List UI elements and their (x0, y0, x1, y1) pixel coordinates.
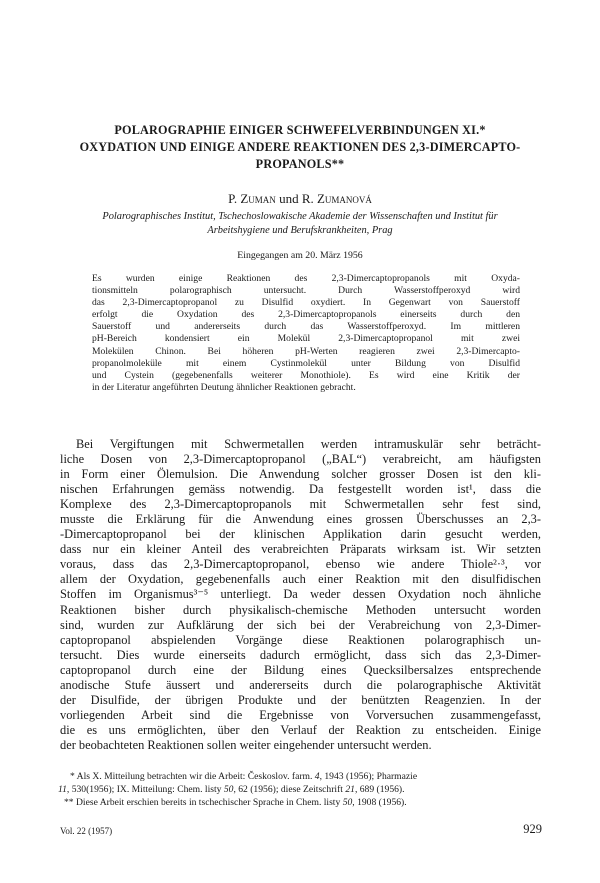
abstract-line: pH-Bereich kondensiert ein Molekül 2,3-Dimercaptopropanol mit zwei (92, 333, 520, 345)
abstract-line: Sauerstoff und andererseits durch das Wasserstoffperoxyd. Im mittleren (92, 321, 520, 333)
footnote-1-text: * Als X. Mitteilung betrachten wir die Arbeit: Českoslov. farm. (70, 771, 315, 782)
body-line: vorliegenden Arbeit sind die Ergebnisse von Vorversuchen zusammengefasst, (60, 707, 541, 722)
affiliation-line-1: Polarographisches Institut, Tschechoslowakische Akademie der Wissenschaften und Institut für (102, 211, 498, 222)
footnote-1 (58, 770, 543, 783)
author-2-name: Zumanová (316, 191, 372, 206)
body-line: in Form einer Ölemulsion. Die Anwendung solcher grosser Dosen ist den kli- (60, 467, 541, 482)
footnote-1-volume: 11 (58, 784, 67, 795)
footnote-2-text: ** Diese Arbeit erschien bereits in tschechischer Sprache in Chem. listy (64, 797, 343, 808)
footnote-1-cont (58, 783, 543, 796)
footnote-1-volume: 4 (314, 771, 320, 782)
body-line: captopropanol abspielenden Vorgänge diese Reaktionen polarographisch un- (60, 632, 541, 647)
footnote-1-text: , 530(1956); IX. Mitteilung: Chem. listy (66, 784, 224, 795)
footnote-2 (58, 796, 543, 809)
author-1-initial: P. (228, 191, 241, 206)
affiliation (44, 210, 556, 238)
body-line: Stoffen im Organismus³⁻⁵ unterliegt. Da weder dessen Oxydation noch ähnliche (60, 587, 541, 602)
abstract-line: Es wurden einige Reaktionen des 2,3-Dimercaptopropanols mit Oxyda- (92, 273, 520, 284)
footnote-1-volume: 21 (345, 784, 355, 795)
article-title (60, 122, 540, 173)
body-line: tersucht. Dies wurde einerseits dadurch ermöglicht, dass sich das 2,3-Dimer- (60, 647, 541, 662)
body-line: captopropanol durch eine der Bildung eines Quecksilbersalzes entsprechende (60, 662, 541, 677)
abstract-line: erfolgt die Oxydation des 2,3-Dimercaptopropanols einerseits durch den (92, 309, 520, 321)
body-line: liche Dosen von 2,3-Dimercaptopropanol („BAL“) verabreicht, am häufigsten (60, 452, 541, 467)
body-line: nischen Erfahrungen gemäss notwendig. Da festgestellt worden ist¹, dass die (60, 482, 541, 497)
body-line: musste die Erklärung für die Anwendung eines grossen Überschusses an 2,3- (60, 512, 541, 527)
body-line: die es uns ermöglichten, über den Verlauf der Reaktion zu entscheiden. Einige (60, 722, 541, 737)
footnote-1-volume: 50 (223, 784, 234, 795)
abstract-line: Molekülen Chinon. Bei höheren pH-Werten reagieren zwei 2,3-Dimercapto- (92, 345, 520, 357)
journal-volume: Vol. 22 (1957) (60, 826, 113, 836)
received-date: Eingegangen am 20. März 1956 (237, 250, 363, 261)
title-line-2: OXYDATION UND EINIGE ANDERE REAKTIONEN DES 2,3-DIMERCAPTO- (79, 140, 521, 154)
body-line: allem der Oxydation, gegebenenfalls auch einer Reaktion mit den disulfidischen (60, 572, 541, 587)
body-line: der Disulfide, der übrigen Produkte und der benützten Reagenzien. In der (60, 692, 541, 707)
author-connector: und (275, 191, 302, 206)
author-2-initial: R. (301, 191, 317, 206)
body-line: Bei Vergiftungen mit Schwermetallen werden intramuskulär sehr beträcht- (76, 437, 541, 451)
body-line: anodische Stufe äussert und andererseits durch die polarographische Aktivität (60, 677, 541, 692)
body-line: der beobachteten Reaktionen sollen weiter eingehender untersucht werden. (60, 737, 432, 752)
body-line: -Dimercaptopropanol bei der klinischen Applikation darin gesucht werden, (60, 527, 541, 542)
body-line: Komplexe des 2,3-Dimercaptopropanols mit Schwermetallen sehr fest sind, (60, 497, 541, 512)
body-line: sind, wurden zur Aufklärung der sich bei der Verabreichung von 2,3-Dimer- (60, 617, 541, 632)
page-number: 929 (523, 822, 542, 836)
body-line: Reaktionen bisher durch physikalisch-chemische Methoden untersucht worden (60, 602, 541, 617)
body-line: voraus, dass das 2,3-Dimercaptopropanol, ebenso wie andere Thiole²·³, vor (60, 557, 541, 572)
footnote-2-text: , 1908 (1956). (352, 797, 407, 808)
abstract-line: in der Literatur angeführten Deutung ähnlicher Reaktionen gebracht. (92, 381, 356, 393)
abstract (92, 273, 520, 394)
footnotes (58, 770, 543, 809)
title-line-1: POLAROGRAPHIE EINIGER SCHWEFELVERBINDUNGEN XI.* (114, 123, 486, 137)
footnote-1-text: , 62 (1956); diese Zeitschrift (233, 784, 346, 795)
author-1-name: Zuman (240, 191, 276, 206)
title-line-3: PROPANOLS** (255, 157, 345, 171)
abstract-line: tionsmitteln polarographisch untersucht. Durch Wasserstoffperoxyd wird (92, 285, 520, 297)
body-paragraph (60, 437, 541, 753)
affiliation-line-2: Arbeitshygiene und Berufskrankheiten, Prag (207, 225, 393, 236)
footnote-1-text: , 689 (1956). (354, 784, 405, 795)
authors (60, 191, 540, 207)
abstract-line: das 2,3-Dimercaptopropanol zu Disulfid oxydiert. In Gegenwart von Sauerstoff (92, 297, 520, 309)
abstract-line: und Cystein (gegebenenfalls weiterer Monothiole). Es wird eine Kritik der (92, 369, 520, 381)
abstract-line: propanolmoleküle mit einem Cystinmolekül unter Bildung von Disulfid (92, 357, 520, 369)
footnote-2-volume: 50 (342, 797, 353, 808)
footnote-1-text: , 1943 (1956); Pharmazie (319, 771, 418, 782)
body-line: dass nur ein kleiner Anteil des verabreichten Präparats wirksam ist. Wir setzten (60, 542, 541, 557)
